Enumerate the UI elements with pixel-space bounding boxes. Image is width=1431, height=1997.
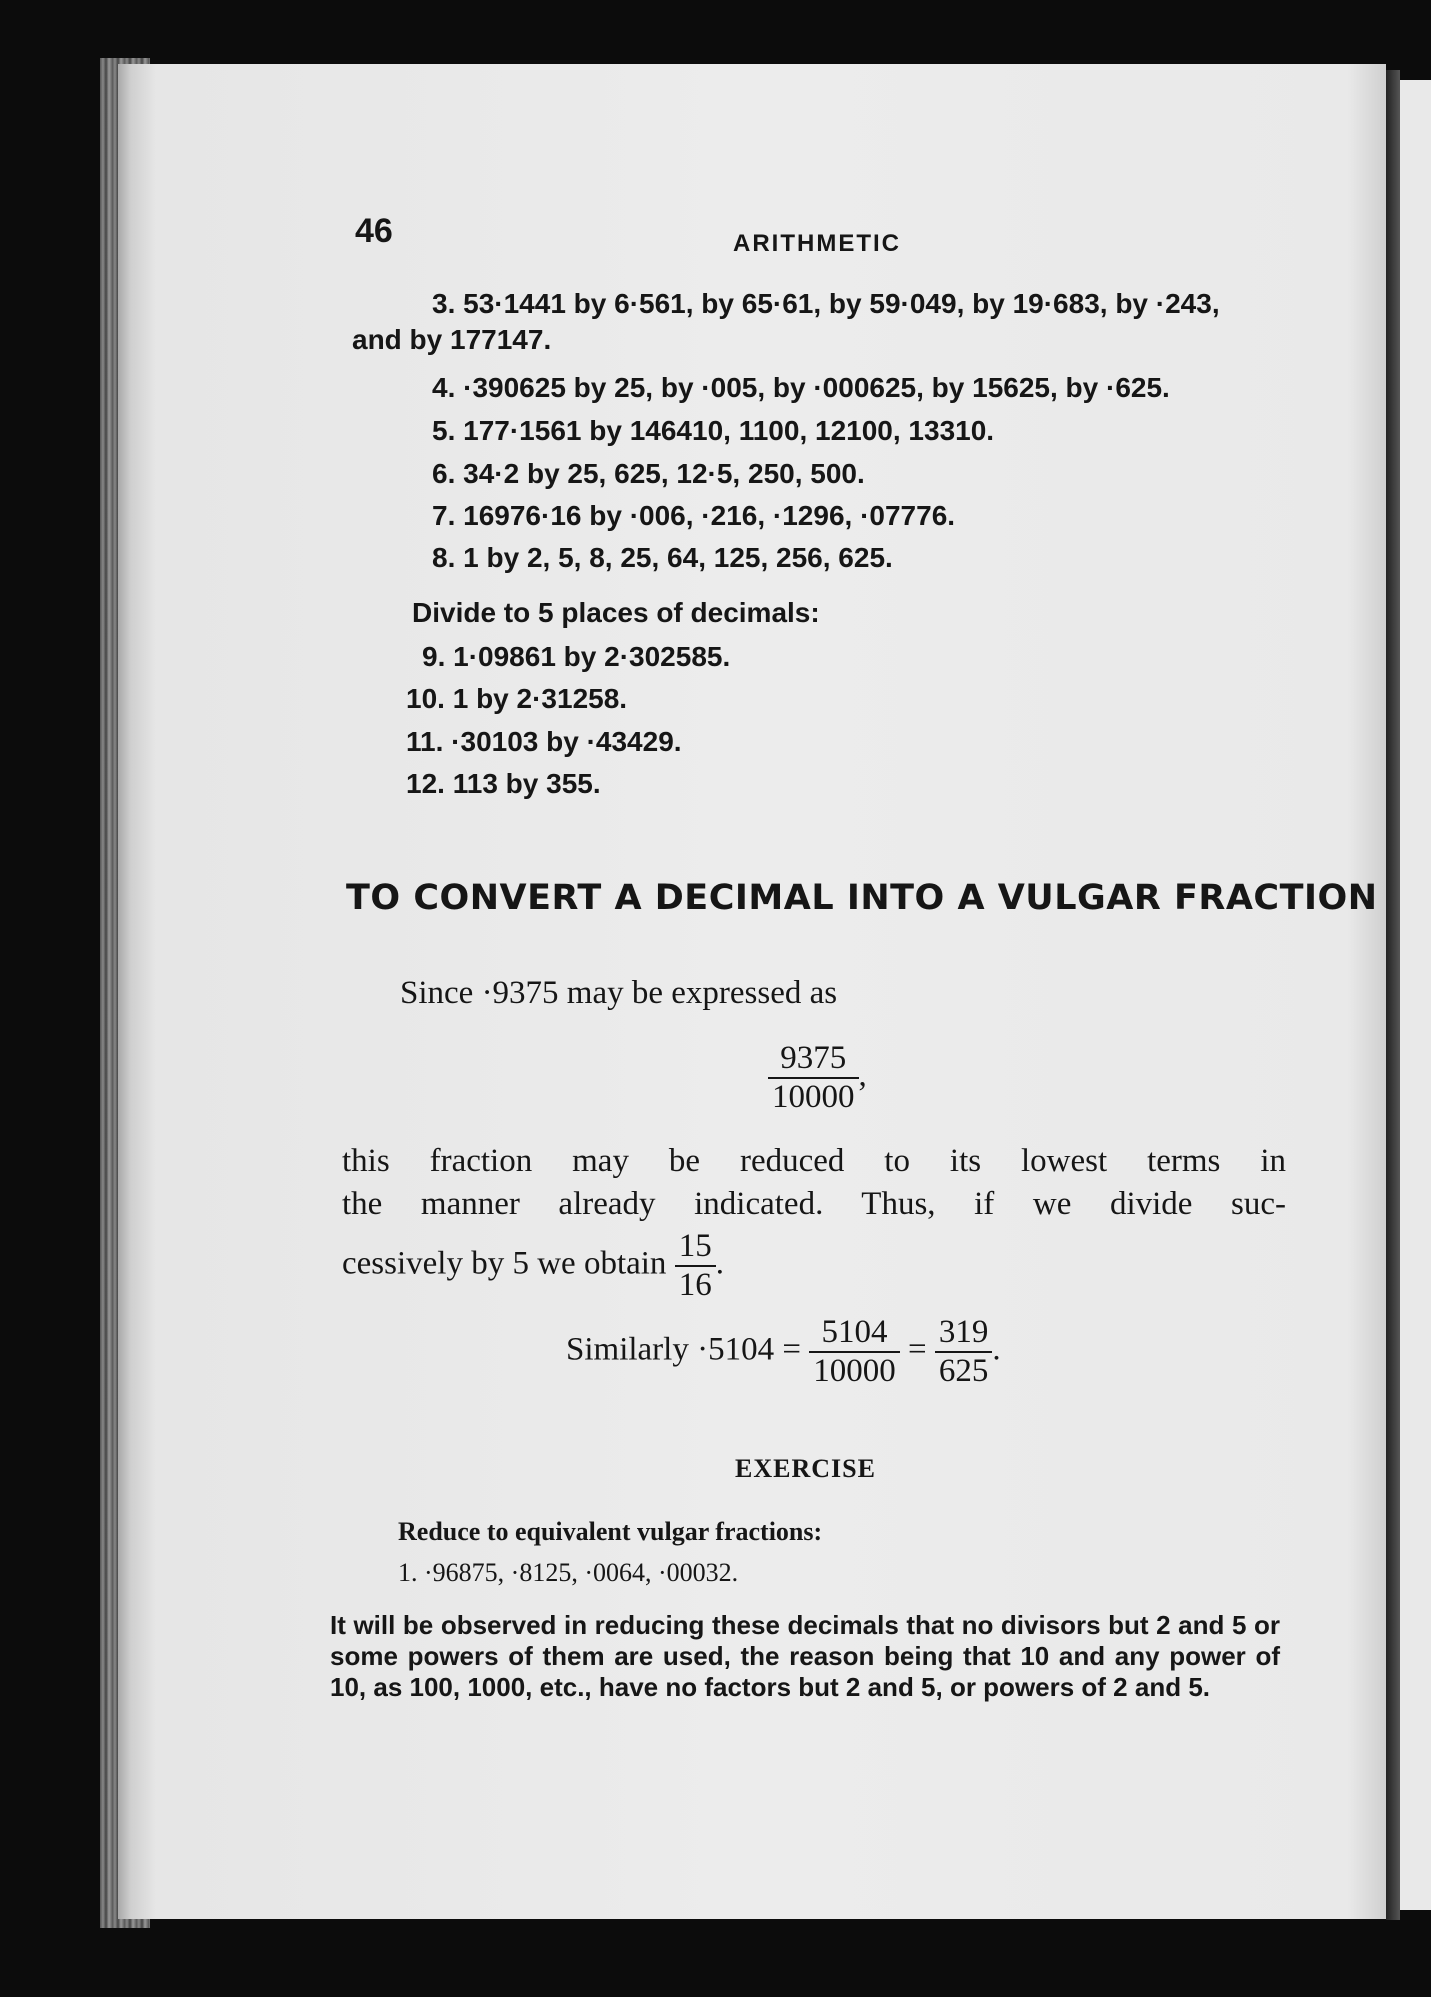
exercise-item [406,768,601,800]
fraction-numerator: 319 [938,1314,989,1350]
fraction-numerator: 15 [678,1228,712,1264]
fraction-numerator: 9375 [780,1040,847,1076]
exercise-number: 8. [432,542,456,573]
next-page-edge [1400,80,1431,1910]
exercise-text: 177·1561 by 146410, 1100, 12100, 13310. [463,415,995,446]
running-head: ARITHMETIC [733,230,901,257]
exercise-item [398,1558,738,1588]
exercise-number: 5. [432,415,456,446]
paragraph-intro: Since ·9375 may be expressed as [400,975,838,1011]
fraction-trailing-punctuation: , [858,1057,867,1094]
fraction [675,1228,716,1304]
exercise-number: 7. [432,500,456,531]
exercise-text: 16976·16 by ·006, ·216, ·1296, ·07776. [463,500,956,531]
exercise-item [432,542,893,574]
exercise-item [432,288,1220,320]
exercise-text: and by 177147. [352,324,552,355]
exercise-item-continued [352,324,551,356]
exercise-number: 9. [422,641,446,672]
exercise-item [406,683,627,715]
page-gutter-shadow [1386,70,1400,1920]
fraction-denominator: 625 [935,1351,993,1390]
exercise-item [432,372,1170,404]
fraction-denominator: 10000 [809,1351,900,1390]
similarly-equation [566,1314,1001,1390]
equation-prefix: Similarly ·5104 = [566,1331,801,1368]
fraction [809,1314,900,1390]
exercise-item [422,641,730,673]
exercise-text: 1·09861 by 2·302585. [453,641,731,672]
fraction [768,1040,859,1116]
exercise-text: 53·1441 by 6·561, by 65·61, by 59·049, by 19·683, by ·243, [463,288,1220,319]
paragraph-line: the manner already indicated. Thus, if we divide suc- [342,1186,1286,1222]
exercise-text: ·390625 by 25, by ·005, by ·000625, by 15625, by ·625. [463,372,1170,403]
reduce-instruction: Reduce to equivalent vulgar fractions: [398,1517,823,1546]
fraction-trailing-punctuation: . [715,1245,724,1282]
fraction-numerator: 5104 [821,1314,888,1350]
equals-sign: = [907,1331,927,1368]
exercise-item [432,415,994,447]
page-number: 46 [355,212,393,250]
exercise-number: 11. [406,726,444,757]
closing-paragraph: It will be observed in reducing these decimals that no divisors but 2 and 5 or some powers of them are used, the reason being that 10 and any power of 10, as 100, 1000, etc., have no factors but 2 and 5, or powers of 2 and 5. [330,1610,1280,1702]
exercise-number: 12. [406,768,445,799]
fraction-9375-over-10000 [768,1040,867,1116]
paragraph-line: this fraction may be reduced to its lowest terms in [342,1143,1286,1179]
section-heading: TO CONVERT A DECIMAL INTO A VULGAR FRACTION [346,878,1378,918]
divide-instruction: Divide to 5 places of decimals: [412,597,820,628]
exercise-text: 113 by 355. [452,768,601,799]
paragraph-line-with-fraction [342,1228,724,1304]
fraction-trailing-punctuation: . [992,1331,1001,1368]
exercise-text: 1 by 2, 5, 8, 25, 64, 125, 256, 625. [463,542,893,573]
exercise-number: 4. [432,372,456,403]
exercise-number: 3. [432,288,456,319]
exercise-heading: EXERCISE [735,1454,876,1483]
exercise-text: 1 by 2·31258. [452,683,628,714]
fraction-denominator: 16 [675,1265,716,1304]
exercise-item [432,458,865,490]
exercise-text: ·96875, ·8125, ·0064, ·00032. [424,1558,739,1587]
paragraph-text: cessively by 5 we obtain [342,1245,667,1282]
exercise-number: 6. [432,458,456,489]
exercise-item [406,726,682,758]
exercise-text: 34·2 by 25, 625, 12·5, 250, 500. [463,458,865,489]
exercise-text: ·30103 by ·43429. [451,726,682,757]
exercise-number: 10. [406,683,445,714]
exercise-number: 1. [398,1558,418,1587]
fraction-denominator: 10000 [768,1077,859,1116]
exercise-item [432,500,955,532]
fraction [935,1314,993,1390]
